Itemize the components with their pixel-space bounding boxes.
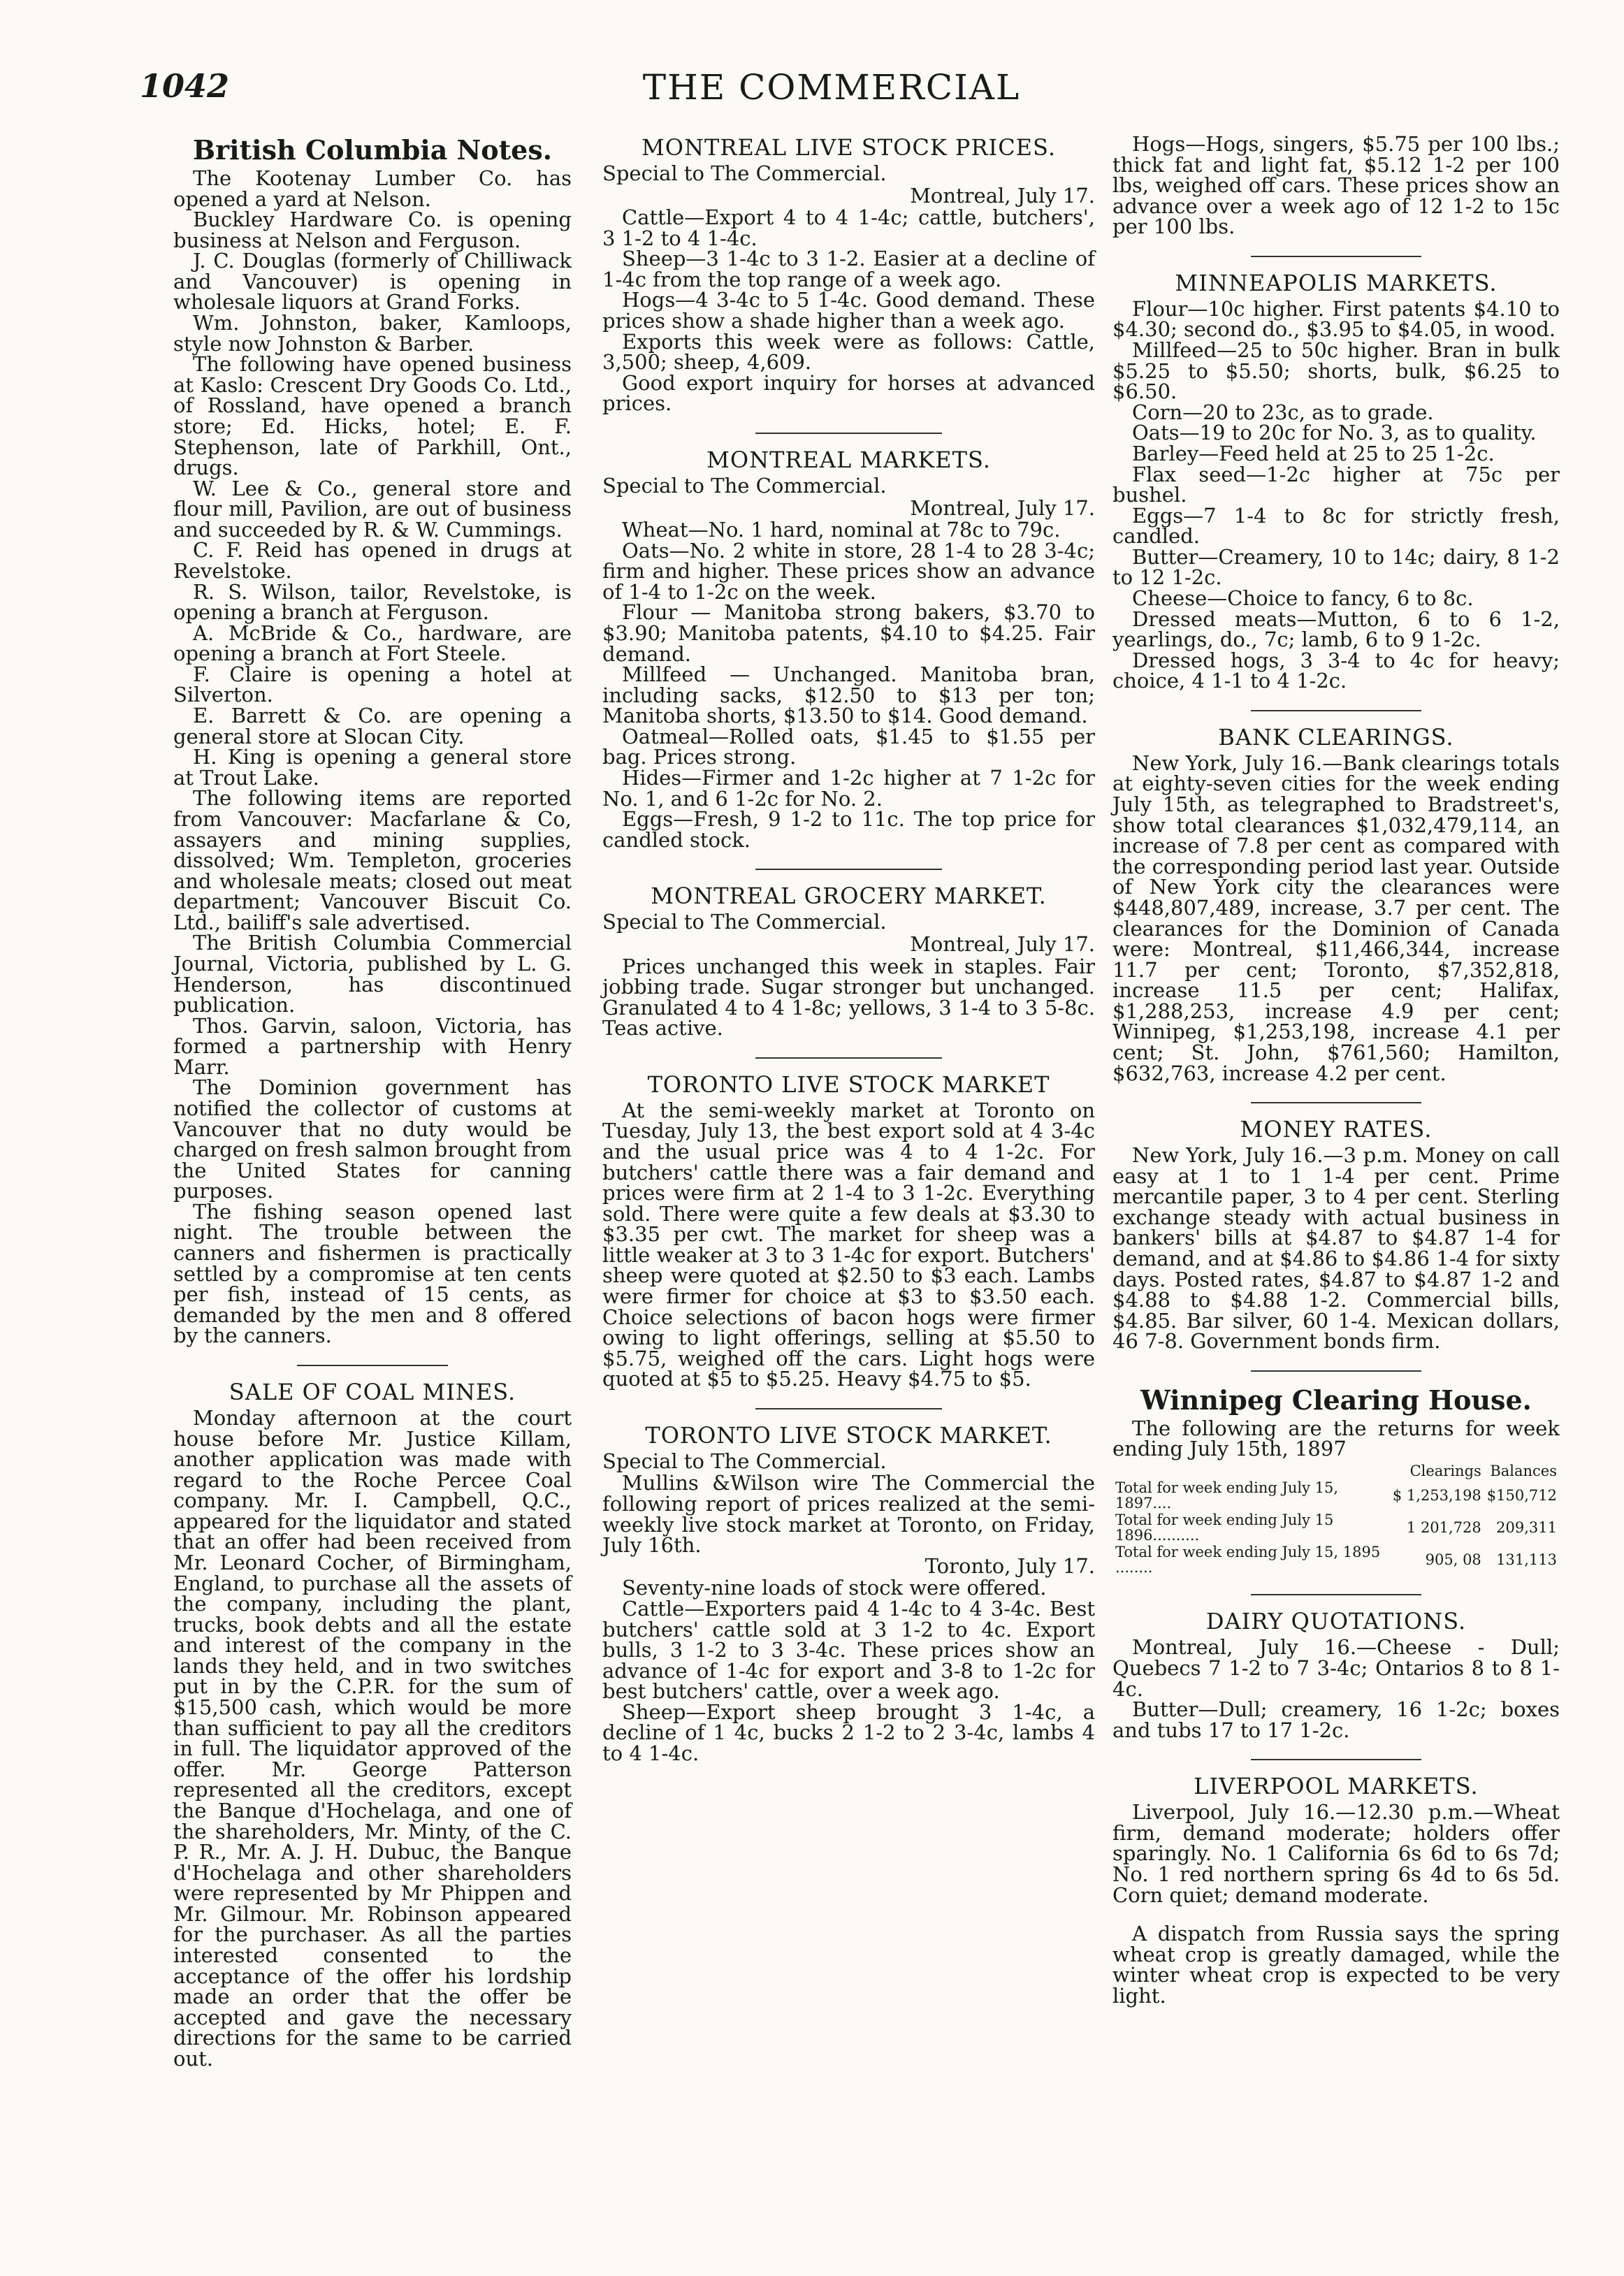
paragraph: Eggs—7 1-4 to 8c for strictly fresh, candled. [1112,503,1560,549]
paragraph: Dressed meats—Mutton, 6 to 6 1-2, yearlings, do., 7c; lamb, 6 to 9 1-2c. [1112,607,1560,652]
article [602,134,1095,414]
table-cell: 1 201,728 [1406,1519,1481,1537]
intro-paragraph: The following are the returns for week ending July 15th, 1897 [1112,1416,1560,1461]
paragraph: Cheese—Choice to fancy, 6 to 8c. [1132,586,1474,610]
paragraph: Montreal, July 16.—Cheese - Dull; Quebecs 7 1-2 to 7 3-4c; Ontarios 8 to 8 1-4c. [1112,1635,1560,1701]
paragraph: Monday afternoon at the court house before Mr. Justice Killam, another application was made with regard to the Roche Percee Coal company. Mr. I. Campbell, Q.C., appeared for the liquidator and stated that an offer had been received from Mr. Leonard Cocher, of Birmingham, England, to purchase all the assets of the company, including the plant, trucks, book debts and all the estate and interest of the company in the lands they held, and in two switches put in by the C.P.R. for the sum of $15,500 cash, which would be more than sufficient to pay all the creditors in full. The liquidator approved of the offer. Mr. George Patterson represented all the creditors, except the Banque d'Hochelaga, and one of the shareholders, Mr. Minty, of the C. P. R., Mr. A. J. H. Dubuc, the Banque d'Hochelaga and other shareholders were represented by Mr Phippen and Mr. Gilmour. Mr. Robinson appeared for the purchaser. As all the parties interested consented to the acceptance of the offer his lordship made an order that the offer be accepted and gave the necessary directions for the same to be carried out. [173,1405,572,2071]
paragraph: Millfeed—25 to 50c higher. Bran in bulk $5.25 to $5.50; shorts, bulk, $6.25 to $6.50. [1112,338,1560,404]
section-divider [1251,710,1421,711]
paragraph: The following items are reported from Vancouver: Macfarlane & Co, assayers and mining supplies, dissolved; Wm. Templeton, groceries and wholesale meats; closed out meat department; Vancouver Biscuit Co. Ltd., bailiff's sale advertised. [173,786,572,934]
table-row [1112,1544,1560,1576]
paragraph: The Kootenay Lumber Co. has opened a yard at Nelson. [173,166,572,211]
paragraph: A dispatch from Russia says the spring wheat crop is greatly damaged, while the winter wheat crop is expected to be very light. [1112,1922,1560,2008]
paragraph: Dressed hogs, 3 3-4 to 4c for heavy; choice, 4 1-1 to 4 1-2c. [1112,648,1560,693]
paragraph: Corn—20 to 23c, as to grade. [1132,400,1434,424]
section-divider [755,1408,943,1409]
special-correspondent-line: Special to The Commercial. [602,910,887,934]
paragraph: A. McBride & Co., hardware, are opening a branch at Fort Steele. [173,621,572,666]
article-headline: TORONTO LIVE STOCK MARKET [647,1071,1050,1098]
article-headline: MONTREAL GROCERY MARKET. [651,883,1047,910]
article-headline: MONTREAL LIVE STOCK PRICES. [641,134,1056,161]
special-correspondent-line: Special to The Commercial. [602,473,887,498]
article [602,1071,1095,1390]
paragraph: New York, July 16.—Bank clearings totals at eighty-seven cities for the week ending July 15th, as telegraphed to Bradstreet's, show total clearances $1,032,479,114, an increase of 7.8 per cent as compared with the corresponding period last year. Outside of New York city the clearances were $448,807,489, increase, 3.7 per cent. The clearances for the Dominion of Canada were: Montreal, $11,466,344, increase 11.7 per cent; Toronto, $7,352,818, increase 11.5 per cent; Halifax, $1,288,253, increase 4.9 per cent; Winnipeg, $1,253,198, increase 4.1 per cent; St. John, $761,560; Hamilton, $632,763, increase 4.2 per cent. [1112,751,1560,1085]
paragraph: Wheat—No. 1 hard, nominal at 78c to 79c. [622,518,1061,542]
section-divider [755,1057,943,1059]
paragraph: Butter—Dull; creamery, 16 1-2c; boxes and tubs 17 to 17 1-2c. [1112,1697,1560,1742]
paragraph: Hogs—4 3-4c to 5 1-4c. Good demand. These prices show a shade higher than a week ago. [602,288,1095,333]
article [1112,1608,1560,1741]
paragraph: Hogs—Hogs, singers, $5.75 per 100 lbs.; thick fat and light fat, $5.12 1-2 per 100 lbs, weighed off cars. These prices show an advance over a week ago of 12 1-2 to 15c per 100 lbs. [1112,132,1560,239]
article [173,1379,572,2070]
section-divider [1251,1102,1421,1103]
special-correspondent-line: Special to The Commercial. [602,161,887,185]
table-cell: Total for week ending July 15, 1897.... [1115,1479,1339,1512]
article-headline: BANK CLEARINGS. [1218,723,1454,751]
article-headline: DAIRY QUOTATIONS. [1205,1608,1467,1635]
paragraph: Millfeed — Unchanged. Manitoba bran, including sacks, $12.50 to $13 per ton; Manitoba shorts, $13.50 to $14. Good demand. [602,662,1095,728]
paragraph: C. F. Reid has opened in drugs at Revelstoke. [173,538,572,583]
article-headline: British Columbia Notes. [193,134,552,166]
paragraph: Oatmeal—Rolled oats, $1.45 to $1.55 per bag. Prices strong. [602,724,1095,769]
paragraph: Flour — Manitoba strong bakers, $3.70 to $3.90; Manitoba patents, $4.10 to $4.25. Fair demand. [602,600,1095,666]
section-divider [1251,1594,1421,1595]
paragraph: Wm. Johnston, baker, Kamloops, style now Johnston & Barber. [173,311,572,356]
section-divider [1251,1759,1421,1760]
article [1112,1924,1560,2006]
paragraph: Cattle—Exporters paid 4 1-4c to 4 3-4c. Best butchers' cattle sold at 3 1-2 to 4c. Export bulls, 3 1-2 to 3 3-4c. These prices show an advance of 1-4c for export and 3-8 to 1-2c for best butchers' cattle, over a week ago. [602,1596,1095,1704]
table-row [1112,1512,1560,1544]
section-divider [755,433,943,434]
article-headline: LIVERPOOL MARKETS. [1194,1773,1479,1800]
article [602,883,1095,1041]
paragraph: Liverpool, July 16.—12.30 p.m.—Wheat firm, demand moderate; holders offer sparingly. No. 1 California 6s 6d to 6s 7d; No. 1 red northern spring 6s 4d to 6s 5d. Corn quiet; demand moderate. [1112,1800,1560,1907]
table-header [1112,1463,1390,1479]
dateline: Montreal, July 17. [910,495,1095,520]
paragraph: Barley—Feed held at 25 to 25 1-2c. [1132,441,1495,465]
paragraph: Exports this week were as follows: Cattle, 3,500; sheep, 4,609. [602,329,1095,375]
column-2 [602,134,1095,1783]
paragraph: At the semi-weekly market at Toronto on Tuesday, July 13, the best export sold at 4 3-4c and the usual price was 4 to 4 1-2c. For butchers' cattle there was a fair demand and prices were firm at 2 1-4 to 3 1-2c. Everything sold. There were quite a few deals at $3.30 to $3.35 per cwt. The market for sheep was a little weaker at 3 to 3 1-4c for export. Butchers' sheep were quoted at $2.50 to $3 each. Lambs were firmer for choice at $3 to $3.50 each. Choice selections of bacon hogs were firmer owing to light offerings, selling at $5.50 to $5.75, weighed off the cars. Light hogs were quoted at $5 to $5.25. Heavy $4.75 to $5. [602,1098,1095,1391]
table-cell: 905, 08 [1425,1551,1481,1569]
article-headline: SALE OF COAL MINES. [229,1378,516,1405]
table-header: Clearings [1409,1463,1481,1480]
article [602,1422,1095,1764]
dateline: Montreal, July 17. [910,932,1095,956]
table-cell: Total for week ending July 15 1896.......... [1115,1512,1334,1544]
section-divider [755,869,943,870]
paragraph: Buckley Hardware Co. is opening business at Nelson and Ferguson. [173,208,572,252]
paragraph: J. C. Douglas (formerly of Chilliwack and Vancouver) is opening in wholesale liquors at Grand Forks. [173,249,572,314]
paragraph: The British Columbia Commercial Journal, Victoria, published by L. G. Henderson, has discontinued publication. [173,931,572,1017]
paragraph: H. King is opening a general store at Trout Lake. [173,745,572,790]
article [1112,270,1560,692]
clearings-table [1112,1463,1560,1576]
column-3 [1112,134,1560,2024]
table-cell: Total for week ending July 15, 1895 ........ [1115,1544,1381,1576]
column-1 [173,134,572,2087]
paragraph: Hides—Firmer and 1-2c higher at 7 1-2c for No. 1, and 6 1-2c for No. 2. [602,766,1095,811]
paragraph: Thos. Garvin, saloon, Victoria, has formed a partnership with Henry Marr. [173,1013,572,1079]
masthead [140,67,1523,123]
paragraph: Butter—Creamery, 10 to 14c; dairy, 8 1-2 to 12 1-2c. [1112,544,1560,590]
article [1112,1116,1560,1352]
publication-title: THE COMMERCIAL [642,67,1021,108]
article [1112,724,1560,1084]
paragraph: New York, July 16.—3 p.m. Money on call easy at 1 to 1 1-4 per cent. Prime mercantile paper, 3 to 4 per cent. Sterling exchange steady with actual business in bankers' bills at $4.87 to $4.87 1-4 for demand, and at $4.86 to $4.86 1-4 for sixty days. Posted rates, $4.87 to $4.87 1-2 and $4.88 to $4.88 1-2. Commercial bills, $4.85. Bar silver, 60 1-4. Mexican dollars, 46 7-8. Government bonds firm. [1112,1143,1560,1354]
paragraph: The Dominion government has notified the collector of customs at Vancouver that no duty would be charged on fresh salmon brought from the United States for canning purposes. [173,1075,572,1203]
table-row [1112,1479,1560,1512]
section-divider [297,1365,449,1366]
special-correspondent-line: Special to The Commercial. [602,1449,887,1473]
paragraph: Oats—No. 2 white in store, 28 1-4 to 28 3-4c; firm and higher. These prices show an advance of 1-4 to 1-2c on the week. [602,538,1095,604]
paragraph: Flax seed—1-2c higher at 75c per bushel. [1112,462,1560,507]
table-cell: $ 1,253,198 [1392,1487,1481,1505]
page-number: 1042 [140,67,230,105]
paragraph: Prices unchanged this week in staples. Fair jobbing trade. Sugar stronger but unchanged. Granulated 4 to 4 1-8c; yellows, 3 1-4 to 3 5-8c. Teas active. [602,954,1095,1041]
paragraph: F. Claire is opening a hotel at Silverton. [173,662,572,707]
article [1112,1384,1560,1576]
paragraph: The fishing season opened last night. The trouble between the canners and fishermen is practically settled by a compromise at ten cents per fish, instead of 15 cents, as demanded by the men and 8 offered by the canners. [173,1199,572,1348]
paragraph: The following have opened business at Kaslo: Crescent Dry Goods Co. Ltd., of Rossland, have opened a branch store; Ed. Hicks, hotel; E. F. Stephenson, late of Parkhill, Ont., drugs. [173,352,572,480]
article [173,134,572,1347]
article-headline: MINNEAPOLIS MARKETS. [1175,269,1498,296]
table-cell: 209,311 [1496,1519,1557,1537]
article-headline: MONEY RATES. [1240,1116,1433,1143]
article [1112,134,1560,238]
paragraph: E. Barrett & Co. are opening a general store at Slocan City. [173,704,572,748]
table-cell: 131,113 [1496,1551,1557,1569]
section-divider [1251,1370,1421,1372]
table-header: Balances [1490,1463,1557,1480]
article [602,447,1095,850]
paragraph: Mullins &Wilson wire The Commercial the following report of prices realized at the semi-weekly live stock market at Toronto, on Friday, July 16th. [602,1471,1095,1558]
paragraph: R. S. Wilson, tailor, Revelstoke, is opening a branch at Ferguson. [173,579,572,625]
dateline: Montreal, July 17. [910,183,1095,208]
paragraph: Eggs—Fresh, 9 1-2 to 11c. The top price for candled stock. [602,807,1095,852]
paragraph: Oats—19 to 20c for No. 3, as to quality. [1132,421,1537,445]
paragraph: Sheep—Export sheep brought 3 1-4c, a decline of 1 4c, bucks 2 1-2 to 2 3-4c, lambs 4 to 4 1-4c. [602,1699,1095,1765]
article-headline: TORONTO LIVE STOCK MARKET. [645,1421,1052,1449]
dateline: Toronto, July 17. [925,1553,1095,1578]
article [1112,1773,1560,1906]
paragraph: Good export inquiry for horses at advanced prices. [602,370,1095,416]
paragraph: Flour—10c higher. First patents $4.10 to $4.30; second do., $3.95 to $4.05, in wood. [1112,296,1560,342]
paragraph: Sheep—3 1-4c to 3 1-2. Easier at a decline of 1-4c from the top range of a week ago. [602,247,1095,291]
article-headline: MONTREAL MARKETS. [706,446,991,473]
paragraph: Cattle—Export 4 to 4 1-4c; cattle, butchers', 3 1-2 to 4 1-4c. [602,205,1095,250]
section-divider [1251,256,1421,257]
article-headline: Winnipeg Clearing House. [1140,1384,1532,1416]
table-cell: $150,712 [1486,1487,1557,1505]
paragraph: Seventy-nine loads of stock were offered. [622,1576,1047,1600]
paragraph: W. Lee & Co., general store and flour mill, Pavilion, are out of business and succeeded by R. & W. Cummings. [173,476,572,542]
